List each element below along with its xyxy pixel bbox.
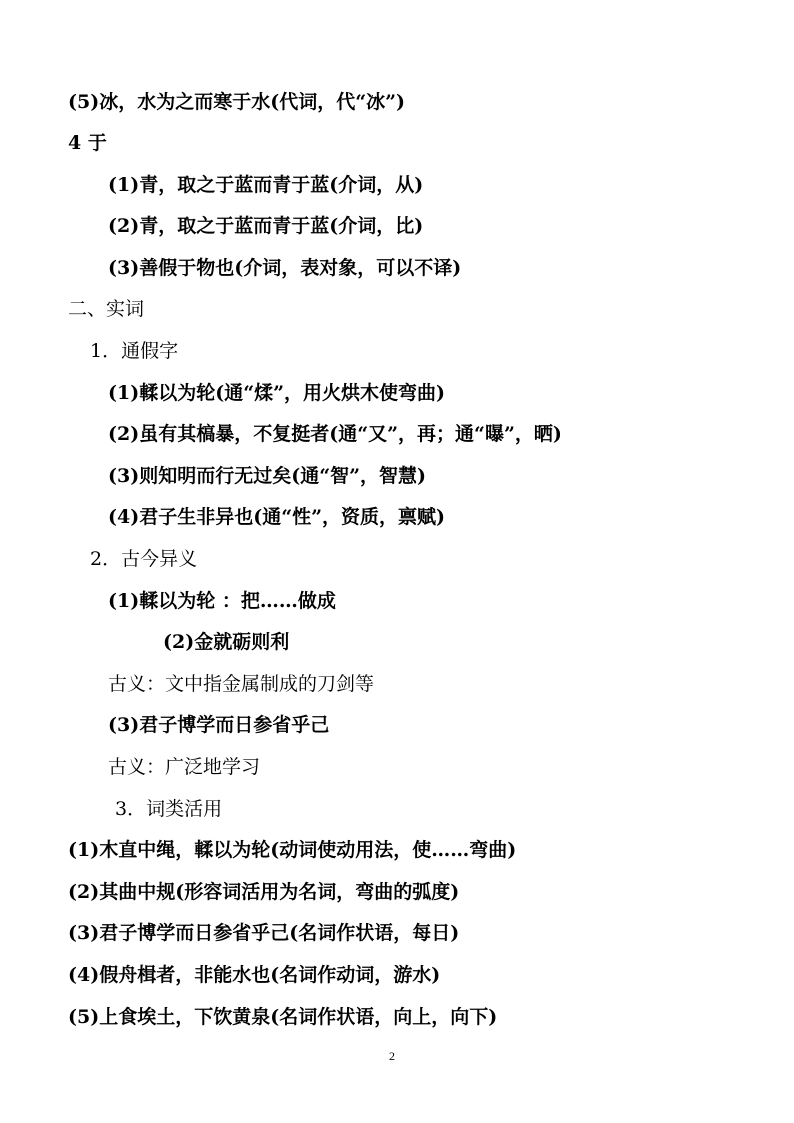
text-line: 古义：文中指金属制成的刀剑等 — [108, 673, 375, 695]
text-line: (2)虽有其槁暴，不复挺者(通“又”，再；通“曝”，晒) — [108, 423, 562, 445]
text-line: (1)木直中绳，輮以为轮(动词使动用法，使……弯曲) — [68, 839, 517, 861]
text-line: (2)其曲中规(形容词活用为名词，弯曲的弧度) — [68, 881, 460, 903]
text-line: (2)青，取之于蓝而青于蓝(介词，比) — [108, 215, 424, 237]
text-line: (5)冰，水为之而寒于水(代词，代“冰”) — [68, 91, 406, 113]
subsection-heading: 2．古今异义 — [90, 548, 198, 570]
text-line: (1)輮以为轮 ：把……做成 — [108, 590, 336, 612]
subsection-heading: 3．词类活用 — [115, 798, 223, 820]
text-line: (4)君子生非异也(通“性”，资质，禀赋) — [108, 506, 446, 528]
text-line: (1)輮以为轮(通“煣”，用火烘木使弯曲) — [108, 382, 446, 404]
subsection-heading: 1．通假字 — [90, 340, 179, 362]
text-line: (5)上食埃土，下饮黄泉(名词作状语，向上，向下) — [68, 1006, 498, 1028]
text-line: (2)金就砺则利 — [163, 631, 290, 653]
text-line: (3)君子博学而日参省乎己(名词作状语，每日) — [68, 922, 460, 944]
section-heading: 二、实词 — [68, 298, 145, 320]
text-line: (3)则知明而行无过矣(通“智”，智慧) — [108, 465, 427, 487]
section-heading: 4 于 — [68, 132, 107, 154]
text-line: (1)青，取之于蓝而青于蓝(介词，从) — [108, 174, 424, 196]
text-line: 古义：广泛地学习 — [108, 756, 261, 778]
page-number: 2 — [389, 1049, 395, 1063]
text-line: (4)假舟楫者，非能水也(名词作动词，游水) — [68, 964, 441, 986]
text-line: (3)君子博学而日参省乎己 — [108, 714, 330, 736]
text-line: (3)善假于物也(介词，表对象，可以不译) — [108, 257, 462, 279]
